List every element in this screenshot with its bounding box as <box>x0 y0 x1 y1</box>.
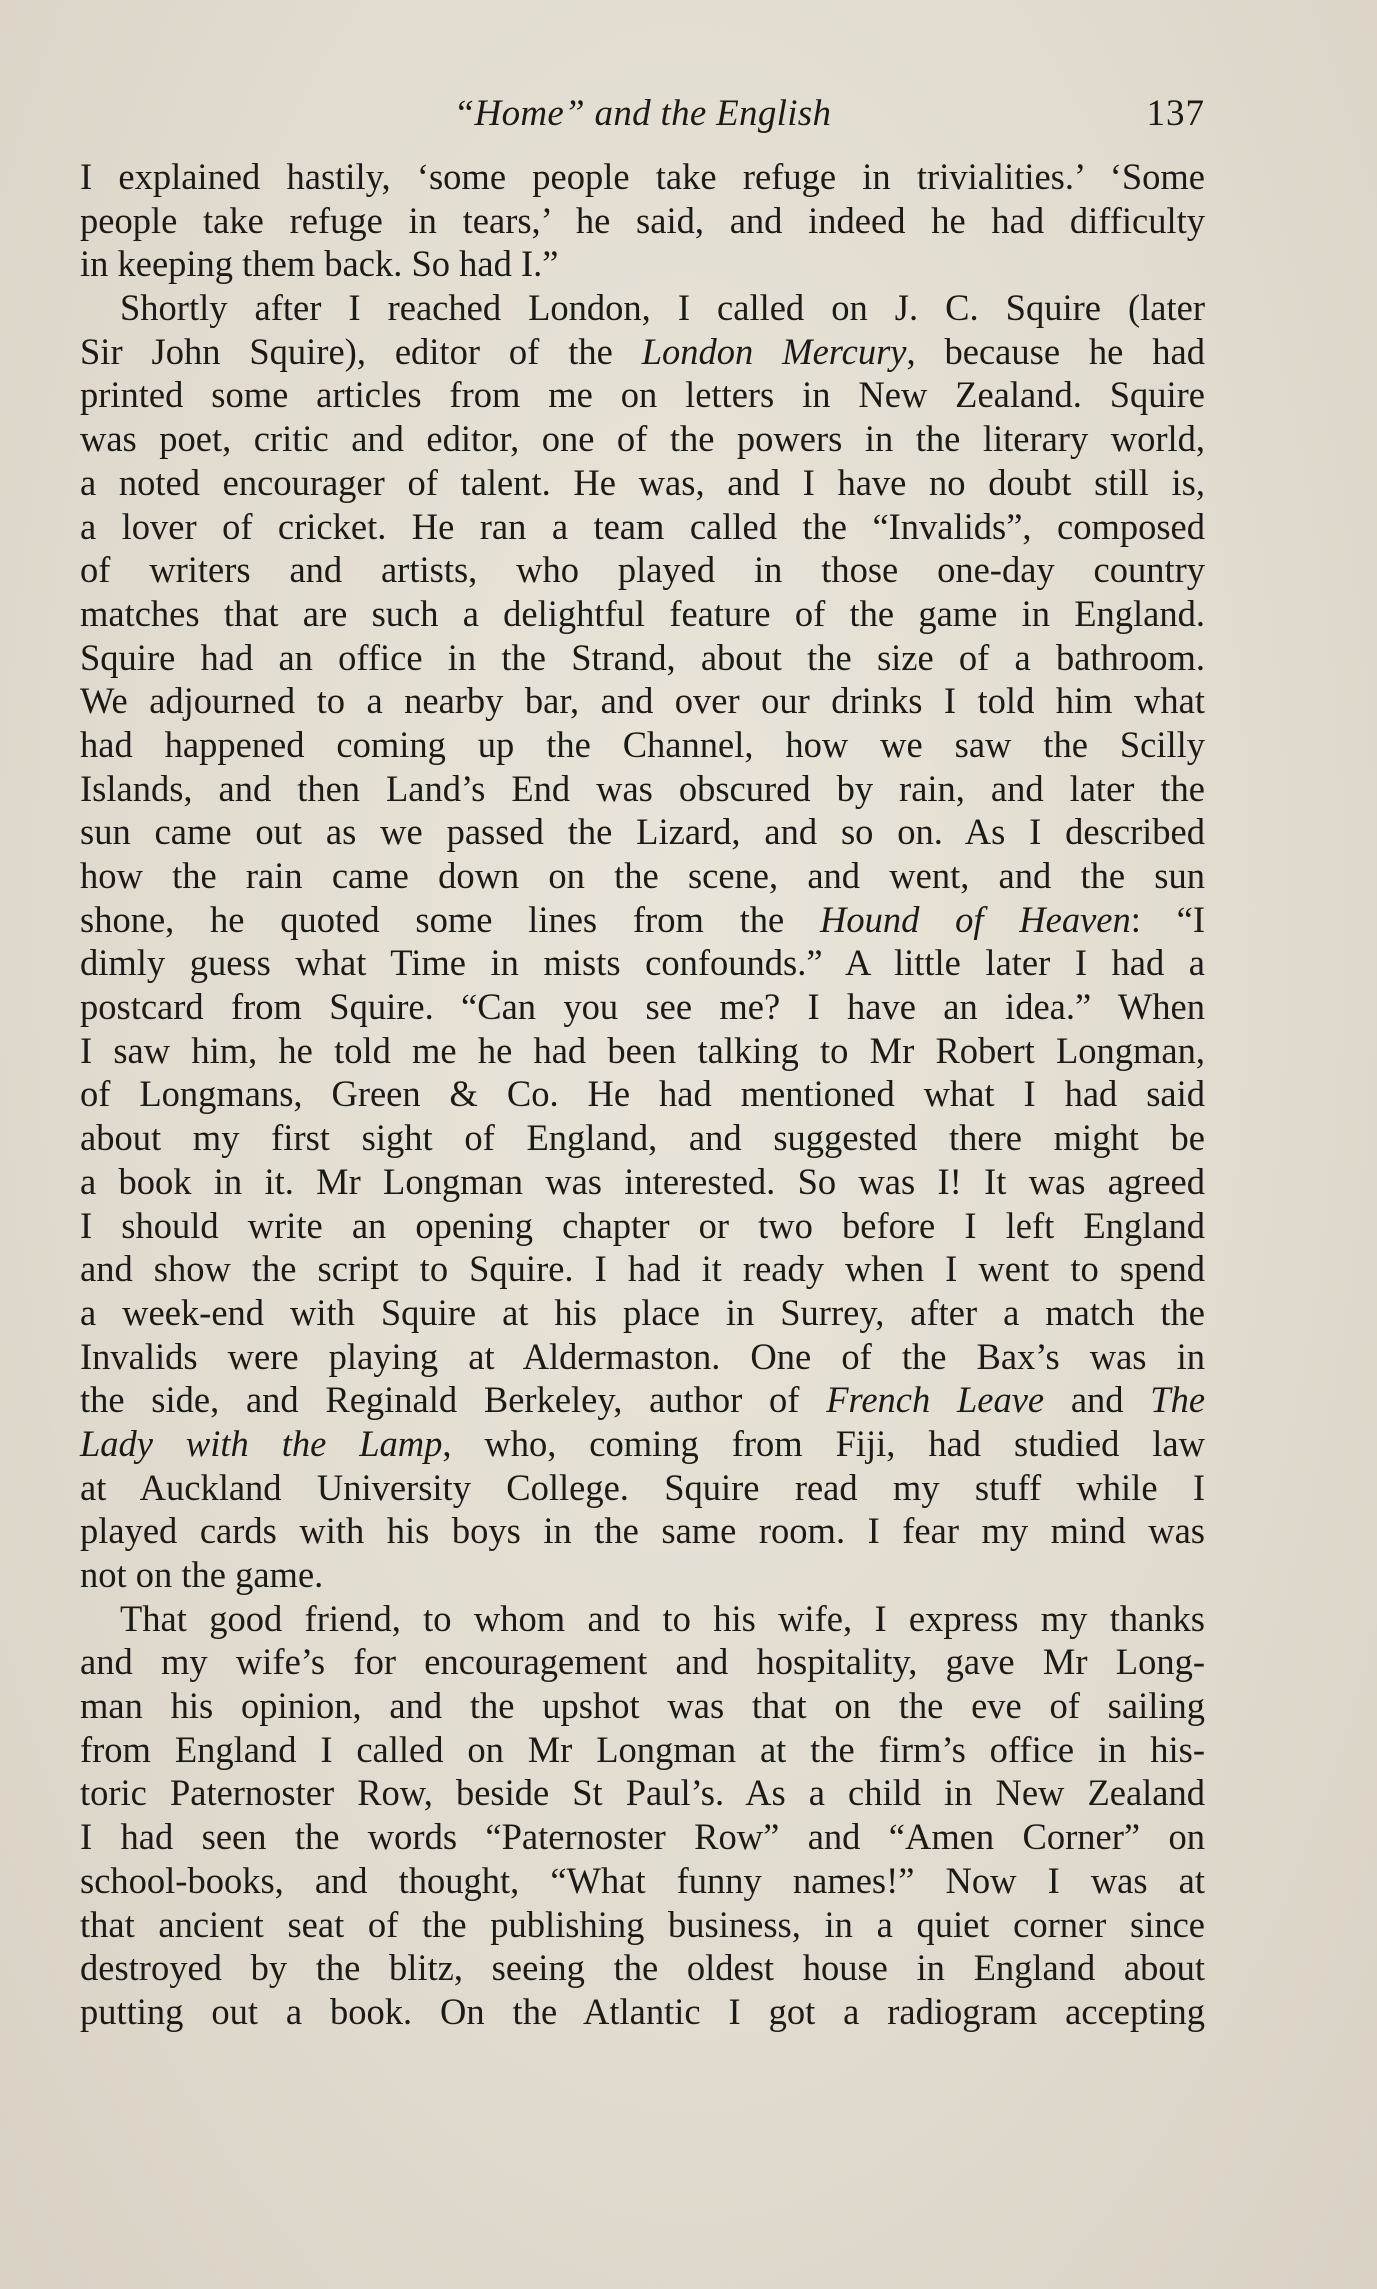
text-line <box>80 592 1205 636</box>
text-segment: , because he had <box>906 330 1205 372</box>
text-segment: people take refuge in tears,’ he said, and indeed he had difficulty <box>80 199 1205 241</box>
text-segment: the side, and Reginald Berkeley, author of <box>80 1379 827 1421</box>
text-segment: in keeping them back. So had I.” <box>80 243 559 285</box>
text-segment: I had seen the words “Paternoster Row” and “Amen Corner” on <box>80 1816 1205 1858</box>
text-segment: postcard from Squire. “Can you see me? I have an idea.” When <box>80 986 1205 1028</box>
text-segment: was poet, critic and editor, one of the powers in the literary world, <box>80 418 1205 460</box>
text-line <box>80 636 1205 680</box>
text-line <box>80 1597 1205 1641</box>
text-segment: I should write an opening chapter or two before I left England <box>80 1204 1205 1246</box>
text-segment: a week-end with Squire at his place in Surrey, after a match the <box>80 1291 1205 1333</box>
text-segment: That good friend, to whom and to his wife, I express my thanks <box>120 1597 1205 1639</box>
text-segment: printed some articles from me on letters in New Zealand. Squire <box>80 374 1205 416</box>
page-number: 137 <box>1146 93 1205 134</box>
text-line <box>80 1466 1205 1510</box>
text-line <box>80 1903 1205 1947</box>
body-text <box>80 155 1205 2034</box>
text-segment: a noted encourager of talent. He was, and I have no doubt still is, <box>80 461 1205 503</box>
text-line <box>80 1378 1205 1422</box>
text-segment: played cards with his boys in the same room. I fear my mind was <box>80 1510 1205 1552</box>
text-segment: putting out a book. On the Atlantic I got a radiogram accepting <box>80 1990 1205 2032</box>
text-segment: a book in it. Mr Longman was interested. So was I! It was agreed <box>80 1160 1205 1202</box>
text-line <box>80 1640 1205 1684</box>
italic-text: London Mercury <box>641 330 907 372</box>
text-segment: : “I <box>1130 898 1205 940</box>
text-segment: man his opinion, and the upshot was that on the eve of sailing <box>80 1685 1205 1727</box>
text-line <box>80 1029 1205 1073</box>
text-segment: I explained hastily, ‘some people take refuge in trivialities.’ ‘Some <box>80 156 1205 197</box>
text-segment: about my first sight of England, and suggested there might be <box>80 1117 1205 1159</box>
text-segment: and show the script to Squire. I had it ready when I went to spend <box>80 1248 1205 1290</box>
italic-text: French Leave <box>826 1379 1045 1421</box>
text-line <box>80 723 1205 767</box>
text-segment: sun came out as we passed the Lizard, and so on. As I described <box>80 811 1205 853</box>
text-segment: Invalids were playing at Aldermaston. One of the Bax’s was in <box>80 1335 1205 1377</box>
text-line <box>80 810 1205 854</box>
text-segment: Shortly after I reached London, I called on J. C. Squire (later <box>120 287 1205 329</box>
text-line <box>80 1771 1205 1815</box>
text-line <box>80 1422 1205 1466</box>
text-line <box>80 417 1205 461</box>
text-line <box>80 1204 1205 1248</box>
text-line <box>80 1990 1205 2034</box>
text-line <box>80 548 1205 592</box>
text-segment: at Auckland University College. Squire read my stuff while I <box>80 1466 1205 1508</box>
text-segment: school-books, and thought, “What funny names!” Now I was at <box>80 1859 1205 1901</box>
text-line <box>80 941 1205 985</box>
text-segment: matches that are such a delightful feature of the game in England. <box>80 592 1205 634</box>
text-line <box>80 854 1205 898</box>
page-header <box>80 88 1205 140</box>
text-segment: how the rain came down on the scene, and went, and the sun <box>80 855 1205 896</box>
text-line <box>80 330 1205 374</box>
text-line <box>80 1815 1205 1859</box>
text-line <box>80 199 1205 243</box>
text-line <box>80 1946 1205 1990</box>
text-line <box>80 505 1205 549</box>
text-line <box>80 1728 1205 1772</box>
text-segment: Squire had an office in the Strand, about the size of a bathroom. <box>80 636 1205 678</box>
text-line <box>80 1509 1205 1553</box>
text-line <box>80 1335 1205 1379</box>
text-line <box>80 1247 1205 1291</box>
text-segment: shone, he quoted some lines from the <box>80 898 820 940</box>
text-segment: that ancient seat of the publishing business, in a quiet corner since <box>80 1903 1205 1945</box>
text-line <box>80 1553 1205 1597</box>
text-line <box>80 1160 1205 1204</box>
text-line <box>80 1291 1205 1335</box>
text-segment: Sir John Squire), editor of the <box>80 330 642 372</box>
text-line <box>80 373 1205 417</box>
text-line <box>80 985 1205 1029</box>
text-segment: had happened coming up the Channel, how we saw the Scilly <box>80 723 1205 765</box>
italic-text: Hound of Heaven <box>819 898 1131 940</box>
text-line <box>80 767 1205 811</box>
text-line <box>80 286 1205 330</box>
text-segment: dimly guess what Time in mists confounds.” A little later I had a <box>80 942 1205 984</box>
text-segment: and <box>1044 1379 1151 1421</box>
text-segment: of writers and artists, who played in those one-day country <box>80 549 1205 591</box>
text-segment: from England I called on Mr Longman at the firm’s office in his- <box>80 1728 1205 1770</box>
text-line <box>80 242 1205 286</box>
text-segment: I saw him, he told me he had been talking to Mr Robert Longman, <box>80 1029 1205 1071</box>
text-segment: of Longmans, Green & Co. He had mentioned what I had said <box>80 1073 1205 1115</box>
text-line <box>80 1859 1205 1903</box>
text-segment: toric Paternoster Row, beside St Paul’s. As a child in New Zealand <box>80 1772 1205 1814</box>
running-title: “Home” and the English <box>453 93 832 134</box>
text-line <box>80 1116 1205 1160</box>
text-segment: a lover of cricket. He ran a team called the “Invalids”, composed <box>80 505 1205 547</box>
text-line <box>80 461 1205 505</box>
text-line <box>80 898 1205 942</box>
text-segment: , who, coming from Fiji, had studied law <box>442 1422 1205 1464</box>
text-line <box>80 1684 1205 1728</box>
italic-text: The <box>1150 1379 1206 1421</box>
text-segment: not on the game. <box>80 1554 324 1595</box>
text-segment: Islands, and then Land’s End was obscured by rain, and later the <box>80 767 1205 809</box>
text-line <box>80 155 1205 199</box>
text-segment: destroyed by the blitz, seeing the oldest house in England about <box>80 1947 1205 1989</box>
italic-text: Lady with the Lamp <box>80 1422 443 1464</box>
text-segment: We adjourned to a nearby bar, and over our drinks I told him what <box>80 680 1205 722</box>
text-line <box>80 1072 1205 1116</box>
text-line <box>80 679 1205 723</box>
text-segment: and my wife’s for encouragement and hospitality, gave Mr Long- <box>80 1641 1205 1683</box>
